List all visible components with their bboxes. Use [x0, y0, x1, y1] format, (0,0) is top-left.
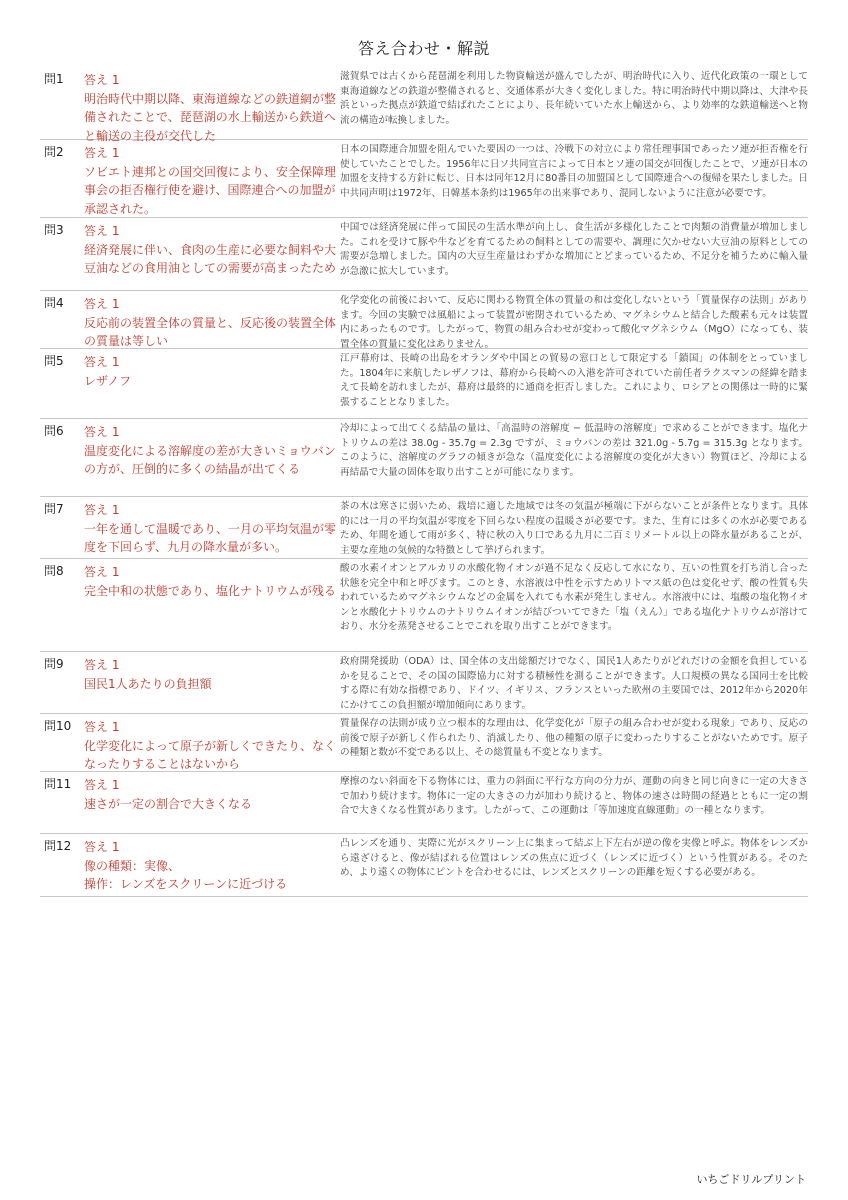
answer-label: 答え 1	[84, 658, 120, 672]
question-number: 問9	[44, 657, 64, 671]
explanation-text: 中国では経済発展に伴って国民の生活水準が向上し、食生活が多様化したことで肉類の消費量が増加しました。これを受けて豚や牛などを育てるための飼料としての需要や、調理に欠かせない大豆油の原料としての需要が急増しました。国内の大豆生産量はわずかな増加にとどまっているため、不足分を補うために輸入量が急激に拡大しています。	[340, 222, 808, 277]
answer-cell	[84, 140, 340, 217]
answer-text: 完全中和の状態であり、塩化ナトリウムが残る	[84, 583, 336, 598]
question-number: 問4	[44, 296, 64, 310]
answer-row	[40, 419, 808, 497]
answer-label: 答え 1	[84, 425, 120, 439]
answer-row	[40, 714, 808, 772]
answer-cell	[84, 291, 340, 348]
question-number: 問12	[44, 839, 72, 853]
answer-label: 答え 1	[84, 297, 120, 311]
explanation-text: 日本の国際連合加盟を阻んでいた要因の一つは、冷戦下の対立により常任理事国であったソ連が拒否権を行使していたことでした。1956年に日ソ共同宣言によって日本とソ連の国交が回復したことで、ソ連が日本の加盟を支持する方針に転じ、日本は同年12月に80番目の加盟国として国際連合への復帰を果たしました。日中共同声明は1972年、日韓基本条約は1965年の出来事であり、混同しないように注意が必要です。	[340, 144, 808, 199]
question-number: 問1	[44, 72, 64, 86]
answer-text: 速さが一定の割合で大きくなる	[84, 796, 253, 811]
answer-label: 答え 1	[84, 73, 120, 87]
answer-cell	[84, 419, 340, 496]
answer-text: 温度変化による溶解度の差が大きいミョウバンの方が、圧倒的に多くの結晶が出てくる	[84, 443, 336, 476]
footer-brand: いちごドリルプリント	[696, 1173, 806, 1186]
answer-cell	[84, 497, 340, 558]
explanation-text: 滋賀県では古くから琵琶湖を利用した物資輸送が盛んでしたが、明治時代に入り、近代化政策の一環として東海道線などの鉄道が整備されると、交通体系が大きく変化しました。特に明治時代中期以降は、大津や長浜といった拠点が鉄道で結ばれたことにより、長年続いていた水上輸送から、より効率的な鉄道輸送へと物流の構造が転換しました。	[340, 71, 808, 126]
answer-label: 答え 1	[84, 224, 120, 238]
explanation-text: 江戸幕府は、長崎の出島をオランダや中国との貿易の窓口として限定する「鎖国」の体制をとっていました。1804年に来航したレザノフは、幕府から長崎への入港を許可されていた前任者ラクスマンの経緯を踏まえて長崎を訪れましたが、幕府は最終的に通商を拒否しました。これにより、ロシアとの関係は一時的に緊張することとなりました。	[340, 353, 808, 408]
answer-row	[40, 834, 808, 897]
question-number: 問6	[44, 424, 64, 438]
explanation-text: 冷却によって出てくる結晶の量は、「高温時の溶解度 − 低温時の溶解度」で求めることができます。塩化ナトリウムの差は 38.0g - 35.7g = 2.3g ですが、ミョウバンの差は 321.0g - 5.7g = 315.3g となります。このように、溶解度のグラフの傾きが急な（温度変化による溶解度の変化が大きい）物質ほど、冷却による再結晶で大量の固体を取り出すことが可能になります。	[340, 423, 808, 478]
answer-label: 答え 1	[84, 778, 120, 792]
answer-text: 国民1人あたりの負担額	[84, 676, 212, 691]
answer-cell	[84, 349, 340, 418]
answer-text: 像の種類：実像、	[84, 858, 181, 873]
answer-text: レザノフ	[84, 373, 132, 388]
question-number: 問5	[44, 354, 64, 368]
question-number: 問7	[44, 502, 64, 516]
answer-label: 答え 1	[84, 840, 120, 854]
explanation-text: 化学変化の前後において、反応に関わる物質全体の質量の和は変化しないという「質量保存の法則」があります。今回の実験では風船によって装置が密閉されているため、マグネシウムと結合した酸素も元々は装置内にあったものです。したがって、物質の組み合わせが変わって酸化マグネシウム（MgO）になっても、装置全体の質量に変化はありません。	[340, 295, 808, 350]
answer-table	[40, 67, 808, 897]
explanation-text: 政府開発援助（ODA）は、国全体の支出総額だけでなく、国民1人あたりがどれだけの金額を負担しているかを見ることで、その国の国際協力に対する積極性を測ることができます。人口規模の異なる国同士を比較する際に有効な指標であり、ドイツ、イギリス、フランスといった欧州の主要国では、2012年から2020年にかけてこの負担額が増加傾向にあります。	[340, 656, 808, 711]
explanation-text: 酸の水素イオンとアルカリの水酸化物イオンが過不足なく反応して水になり、互いの性質を打ち消し合った状態を完全中和と呼びます。このとき、水溶液は中性を示すためリトマス紙の色は変化せず、酸の性質も失われているためマグネシウムなどの金属を入れても水素が発生しません。水溶液中には、塩酸の塩化物イオンと水酸化ナトリウムのナトリウムイオンが結びついてできた「塩（えん）」である塩化ナトリウムが溶けており、水分を蒸発させることでこれを取り出すことができます。	[340, 563, 808, 633]
answer-label: 答え 1	[84, 503, 120, 517]
answer-row	[40, 349, 808, 419]
question-number: 問10	[44, 719, 72, 733]
answer-text: ソビエト連邦との国交回復により、安全保障理事会の拒否権行使を避け、国際連合への加盟が承認された。	[84, 164, 337, 216]
answer-cell	[84, 218, 340, 290]
answer-cell	[84, 772, 340, 833]
answer-cell	[84, 714, 340, 771]
question-number: 問2	[44, 145, 64, 159]
answer-label: 答え 1	[84, 146, 120, 160]
answer-text: 反応前の装置全体の質量と、反応後の装置全体の質量は等しい	[84, 315, 337, 348]
question-number: 問8	[44, 564, 64, 578]
answer-row	[40, 67, 808, 143]
answer-cell	[84, 67, 340, 143]
answer-label: 答え 1	[84, 720, 120, 734]
answer-cell	[84, 834, 340, 896]
answer-label: 答え 1	[84, 355, 120, 369]
answer-text: 経済発展に伴い、食肉の生産に必要な飼料や大豆油などの食用油としての需要が高まったため	[84, 242, 337, 275]
page-title: 答え合わせ・解説	[357, 39, 490, 58]
explanation-text: 茶の木は寒さに弱いため、栽培に適した地域では冬の気温が極端に下がらないことが条件となります。具体的には一月の平均気温が零度を下回らない程度の温暖さが必要です。また、生育には多くの水が必要であるため、年間を通して雨が多く、特に秋の入り口である九月に二百ミリメートル以上の降水量があることが、主要な産地の気候的な特徴として挙げられます。	[340, 501, 808, 556]
answer-label: 答え 1	[84, 565, 120, 579]
answer-cell	[84, 652, 340, 713]
answer-text: 一年を通して温暖であり、一月の平均気温が零度を下回らず、九月の降水量が多い。	[84, 521, 337, 554]
answer-cell	[84, 559, 340, 651]
answer-text-2: 操作：レンズをスクリーンに近づける	[84, 877, 288, 891]
answer-row	[40, 772, 808, 834]
answer-row	[40, 652, 808, 714]
answer-row	[40, 559, 808, 652]
answer-text: 明治時代中期以降、東海道線などの鉄道網が整備されたことで、琵琶湖の水上輸送から鉄道へと輸送の主役が交代した	[84, 91, 337, 143]
question-number: 問3	[44, 223, 64, 237]
explanation-text: 質量保存の法則が成り立つ根本的な理由は、化学変化が「原子の組み合わせが変わる現象」であり、反応の前後で原子が新しく作られたり、消滅したり、他の種類の原子に変わったりすることがないためです。原子の種類と数が不変である以上、その総質量も不変となります。	[340, 718, 808, 759]
answer-row	[40, 140, 808, 218]
answer-row	[40, 218, 808, 291]
explanation-text: 凸レンズを通り、実際に光がスクリーン上に集まって結ぶ上下左右が逆の像を実像と呼ぶ。物体をレンズから遠ざけると、像が結ばれる位置はレンズの焦点に近づく（レンズに近づく）という性質がある。そのため、より遠くの物体にピントを合わせるには、レンズとスクリーンの距離を短くする必要がある。	[340, 838, 808, 879]
answer-row	[40, 291, 808, 349]
explanation-text: 摩擦のない斜面を下る物体には、重力の斜面に平行な方向の分力が、運動の向きと同じ向きに一定の大きさで加わり続けます。物体に一定の大きさの力が加わり続けると、物体の速さは時間の経過とともに一定の割合で大きくなる性質があります。したがって、この運動は「等加速度直線運動」の一種となります。	[340, 776, 808, 817]
question-number: 問11	[44, 777, 72, 791]
answer-row	[40, 497, 808, 559]
answer-text: 化学変化によって原子が新しくできたり、なくなったりすることはないから	[84, 738, 337, 771]
